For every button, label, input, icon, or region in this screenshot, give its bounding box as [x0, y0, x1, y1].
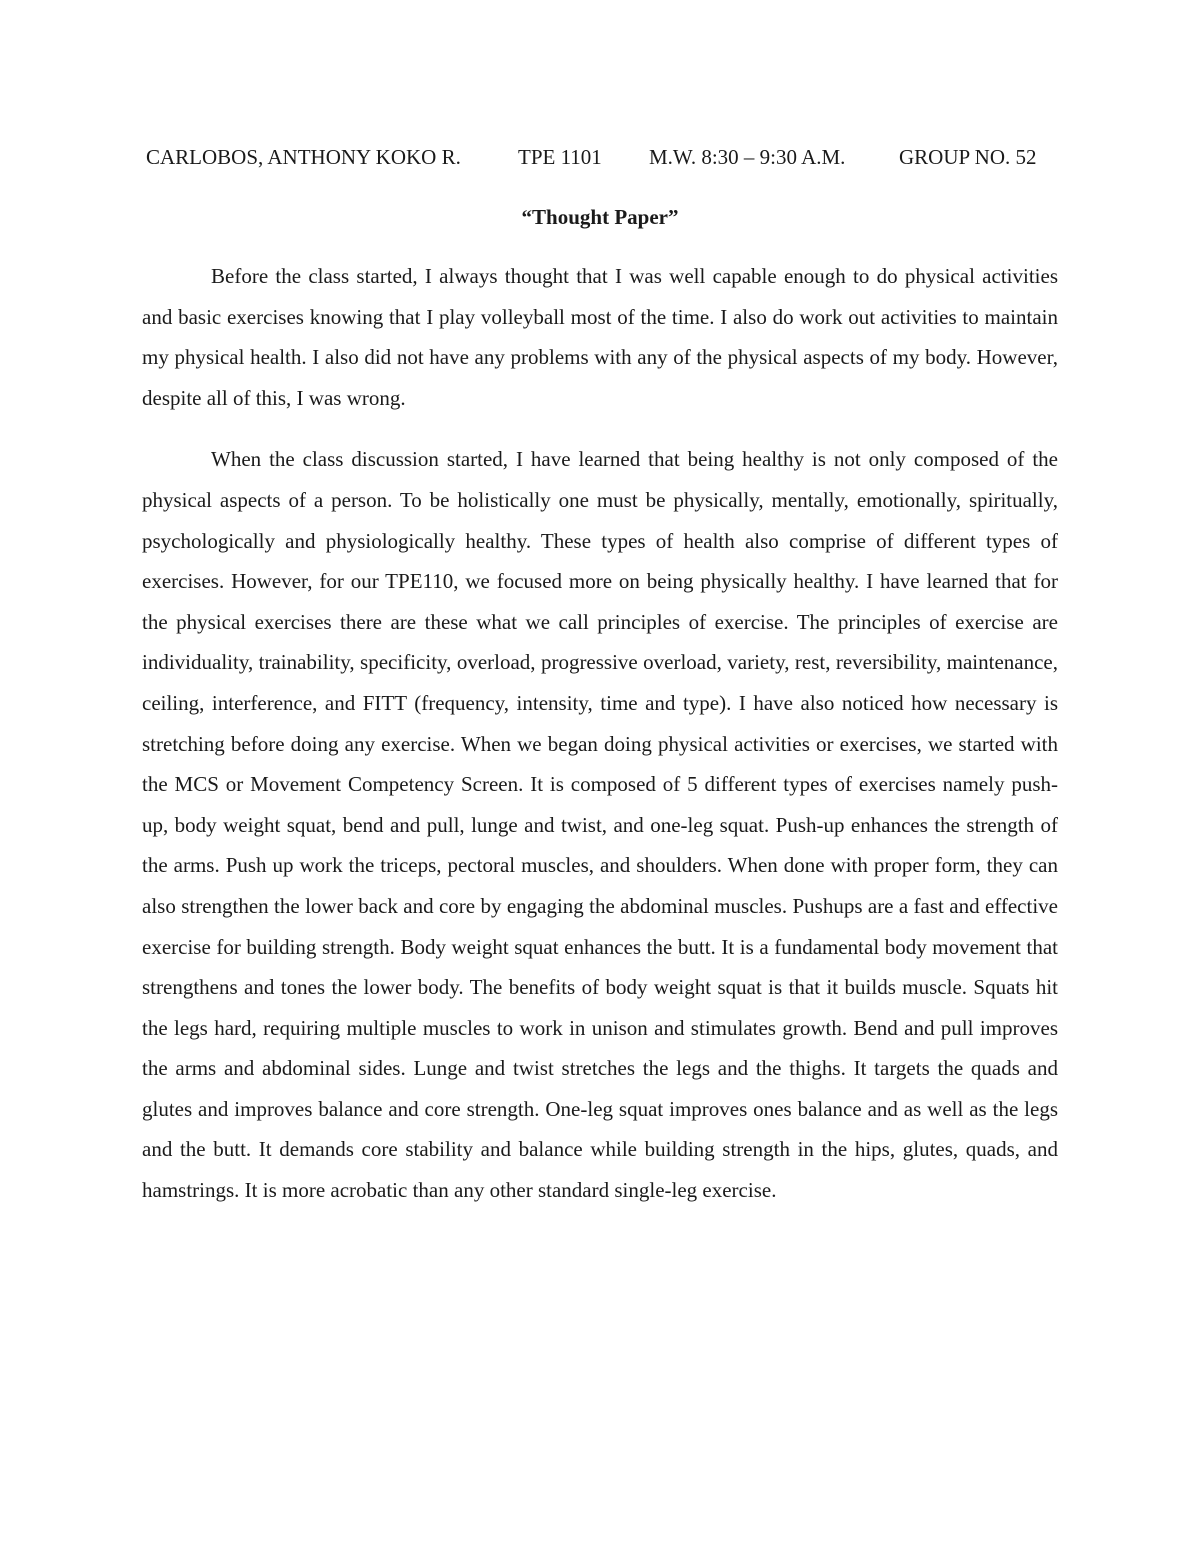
header-line: [146, 143, 1066, 171]
class-schedule: M.W. 8:30 – 9:30 A.M.: [649, 145, 846, 169]
paragraph-2: When the class discussion started, I have learned that being healthy is not only composed of the physical aspects of a person. To be holistically one must be physically, mentally, emotionally, spiritually, psychologically and physiologically healthy. These types of health also comprise of different types of exercises. However, for our TPE110, we focused more on being physically healthy. I have learned that for the physical exercises there are these what we call principles of exercise. The principles of exercise are individuality, trainability, specificity, overload, progressive overload, variety, rest, reversibility, maintenance, ceiling, interference, and FITT (frequency, intensity, time and type). I have also noticed how necessary is stretching before doing any exercise. When we began doing physical activities or exercises, we started with the MCS or Movement Competency Screen. It is composed of 5 different types of exercises namely push-up, body weight squat, bend and pull, lunge and twist, and one-leg squat. Push-up enhances the strength of the arms. Push up work the triceps, pectoral muscles, and shoulders. When done with proper form, they can also strengthen the lower back and core by engaging the abdominal muscles. Pushups are a fast and effective exercise for building strength. Body weight squat enhances the butt. It is a fundamental body movement that strengthens and tones the lower body. The benefits of body weight squat is that it builds muscle. Squats hit the legs hard, requiring multiple muscles to work in unison and stimulates growth. Bend and pull improves the arms and abdominal sides. Lunge and twist stretches the legs and the thighs. It targets the quads and glutes and improves balance and core strength. One-leg squat improves ones balance and as well as the legs and the butt. It demands core stability and balance while building strength in the hips, glutes, quads, and hamstrings. It is more acrobatic than any other standard single-leg exercise.: [142, 447, 1058, 1203]
paragraph-1: Before the class started, I always thought that I was well capable enough to do physical activities and basic exercises knowing that I play volleyball most of the time. I also do work out activities to maintain my physical health. I also did not have any problems with any of the physical aspects of my body. However, despite all of this, I was wrong.: [142, 264, 1058, 410]
student-name: CARLOBOS, ANTHONY KOKO R.: [146, 145, 461, 169]
course-code: TPE 1101: [518, 145, 602, 169]
document-body: [142, 256, 1058, 1211]
document-title: “Thought Paper”: [521, 205, 679, 229]
group-number: GROUP NO. 52: [899, 145, 1037, 169]
